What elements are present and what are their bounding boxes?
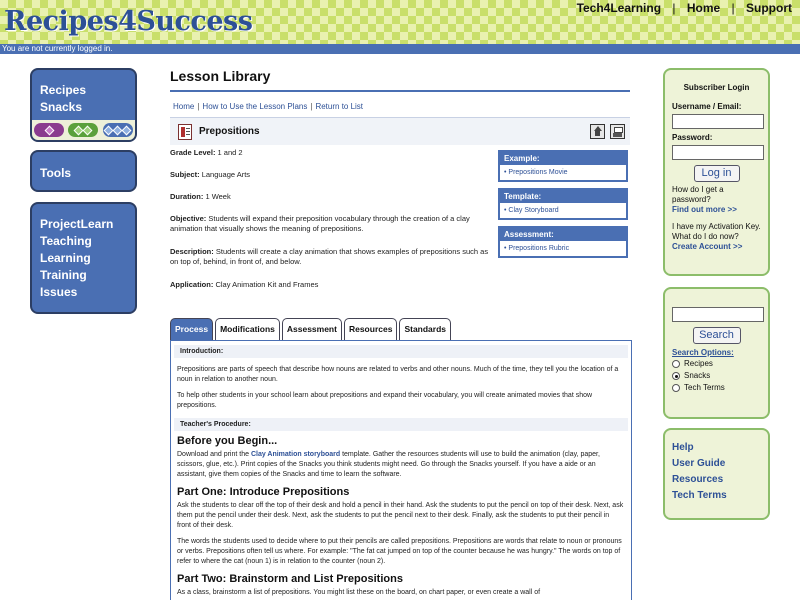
search-box [663, 287, 770, 419]
link-help[interactable]: Help [672, 442, 694, 453]
paragraph: To help other students in your school learn about prepositions and expand their vocabulary, you will create animated movies that show prepositions. [177, 392, 593, 409]
grade-level [170, 148, 492, 158]
search-option-snacks[interactable] [672, 370, 761, 381]
option-label: Snacks [684, 371, 711, 380]
nav-tech4learning[interactable]: Tech4Learning [576, 1, 662, 15]
login-status-bar: You are not currently logged in. [0, 44, 800, 54]
duration-value: 1 Week [205, 192, 231, 201]
description-value: Students will create a clay animation that shows examples of prepositions such as on top of, behind, in front of, and below. [170, 247, 489, 266]
resource-link[interactable]: • Clay Storyboard [504, 207, 559, 214]
left-nav-snacks[interactable]: Snacks [40, 100, 83, 114]
link-user-guide[interactable]: User Guide [672, 458, 726, 469]
tab-content-process [170, 340, 632, 600]
description [170, 247, 492, 267]
resource-box-template [498, 188, 628, 220]
resource-head: Template: [500, 190, 626, 203]
text: Download and print the [177, 451, 251, 458]
option-label: Recipes [684, 359, 713, 368]
breadcrumb-return[interactable]: Return to List [315, 102, 364, 111]
resource-link[interactable]: • Prepositions Movie [504, 169, 568, 176]
username-input[interactable] [672, 114, 764, 129]
search-option-recipes[interactable] [672, 358, 761, 369]
subsection-title: Part One: Introduce Prepositions [177, 486, 350, 498]
paragraph [171, 447, 631, 483]
objective [170, 214, 492, 234]
username-label: Username / Email: [672, 102, 742, 111]
home-icon[interactable] [590, 124, 605, 139]
breadcrumb-separator: | [310, 102, 313, 111]
paragraph: As a class, brainstorm a list of prepositions. You might list these on the board, on chart paper, or even create a wall of [177, 589, 541, 596]
application-value: Clay Animation Kit and Frames [215, 280, 319, 289]
badge-strip [32, 120, 135, 140]
left-nav-training[interactable]: Training [40, 268, 87, 282]
login-button[interactable]: Log in [694, 165, 740, 182]
application [170, 280, 492, 290]
option-label: Tech Terms [684, 383, 725, 392]
lesson-tabs [170, 318, 453, 340]
text: template. Gather the resources students will use to build the animation (clay, paper, scissors, glue, etc.). Print copies of the Snacks you think students might need. Go through the Snacks yourself. If you have a aide or an assistant, give them copies of the Snacks and time to learn the software. [177, 451, 600, 478]
top-nav [577, 1, 792, 15]
nav-separator: | [672, 1, 676, 15]
resource-head: Assessment: [500, 228, 626, 241]
page-title: Lesson Library [170, 68, 271, 84]
paragraph: Ask the students to clear off the top of their desk and hold a pencil in their hand. Ask the students to put the pencil on top of their desk. Next, ask them put the pencil under their desk. Next, ask the students to put the pencil next to their desk. Finally, ask the students to put their pencil in front of their desk. [177, 502, 624, 529]
resource-head: Example: [500, 152, 626, 165]
nav-separator: | [731, 1, 735, 15]
subject [170, 170, 492, 180]
diamond-badge-icon[interactable] [34, 123, 64, 137]
left-nav-learning[interactable]: Learning [40, 251, 91, 265]
tab-process[interactable]: Process [170, 318, 213, 340]
objective-label: Objective: [170, 214, 207, 223]
help-links-box [663, 428, 770, 520]
find-out-more-link[interactable]: Find out more >> [672, 205, 737, 214]
subject-value: Language Arts [201, 170, 251, 179]
objective-value: Students will expand their preposition vocabulary through the creation of a clay animation that visually shows the meaning of prepositions. [170, 214, 470, 233]
description-label: Description: [170, 247, 214, 256]
subsection-title: Part Two: Brainstorm and List Prepositions [177, 573, 403, 585]
search-options-label: Search Options: [672, 348, 734, 357]
lesson-header-bar [170, 117, 630, 145]
password-input[interactable] [672, 145, 764, 160]
breadcrumb-home[interactable]: Home [173, 102, 195, 111]
tab-modifications[interactable]: Modifications [215, 318, 280, 340]
grade-value: 1 and 2 [217, 148, 243, 157]
grade-label: Grade Level: [170, 148, 216, 157]
breadcrumb [173, 102, 363, 111]
tab-assessment[interactable]: Assessment [282, 318, 342, 340]
link-resources[interactable]: Resources [672, 474, 724, 485]
resource-box-example [498, 150, 628, 182]
password-label: Password: [672, 133, 713, 142]
application-label: Application: [170, 280, 214, 289]
search-input[interactable] [672, 307, 764, 322]
radio-button-selected[interactable] [672, 372, 680, 380]
breadcrumb-separator: | [197, 102, 200, 111]
search-option-tech-terms[interactable] [672, 382, 761, 393]
breadcrumb-how-to-use[interactable]: How to Use the Lesson Plans [202, 102, 308, 111]
diamond-badge-icon[interactable] [103, 123, 133, 137]
left-nav-box-recipes [30, 68, 137, 142]
left-nav-projectlearn[interactable]: ProjectLearn [40, 217, 114, 231]
left-nav-teaching[interactable]: Teaching [40, 234, 92, 248]
section-heading: Teacher's Procedure: [174, 418, 628, 431]
nav-support[interactable]: Support [746, 1, 792, 15]
create-account-link[interactable]: Create Account >> [672, 242, 743, 251]
left-nav-issues[interactable]: Issues [40, 285, 78, 299]
left-nav-recipes[interactable]: Recipes [40, 83, 87, 97]
resource-link[interactable]: • Prepositions Rubric [504, 245, 570, 252]
lesson-title: Prepositions [199, 126, 260, 137]
site-logo[interactable]: Recipes4Success [4, 6, 253, 37]
subsection-title: Before you Begin... [177, 435, 278, 447]
password-help-text: How do I get a password? [672, 185, 724, 204]
paragraph: The words the students used to decide where to put their pencils are called prepositions. Prepositions are words that relate to noun or pronouns or verbs. Prepositions often tell us where. For example: "The fat cat jumped on top of the counter because he was hungry." The words on top of refer to where the cat (noun 1) is in relation to the counter (noun 2). [177, 538, 622, 565]
header-banner [0, 0, 800, 46]
radio-button[interactable] [672, 384, 680, 392]
paragraph: Prepositions are parts of speech that describe how nouns are related to verbs and other nouns. Much of the time, they tell you the location of a noun in relation to another noun. [177, 366, 619, 383]
resource-box-assessment [498, 226, 628, 258]
left-nav-box-projectlearn [30, 202, 137, 314]
subject-label: Subject: [170, 170, 200, 179]
link-tech-terms[interactable]: Tech Terms [672, 490, 727, 501]
title-divider [170, 90, 630, 92]
tab-resources[interactable]: Resources [344, 318, 397, 340]
section-heading: Introduction: [174, 345, 628, 358]
subscriber-login-box [663, 68, 770, 276]
save-icon[interactable] [610, 124, 625, 139]
lesson-book-icon [178, 124, 192, 140]
storyboard-link[interactable]: Clay Animation storyboard [250, 451, 341, 458]
activation-text: I have my Activation Key. What do I do now? [672, 222, 761, 241]
diamond-badge-icon[interactable] [68, 123, 98, 137]
nav-home[interactable]: Home [686, 1, 721, 15]
radio-button[interactable] [672, 360, 680, 368]
left-nav-box-tools [30, 150, 137, 192]
duration [170, 192, 492, 202]
duration-label: Duration: [170, 192, 204, 201]
left-nav-tools[interactable]: Tools [40, 166, 72, 180]
login-title: Subscriber Login [683, 83, 750, 92]
tab-standards[interactable]: Standards [399, 318, 451, 340]
search-button[interactable]: Search [693, 327, 741, 344]
